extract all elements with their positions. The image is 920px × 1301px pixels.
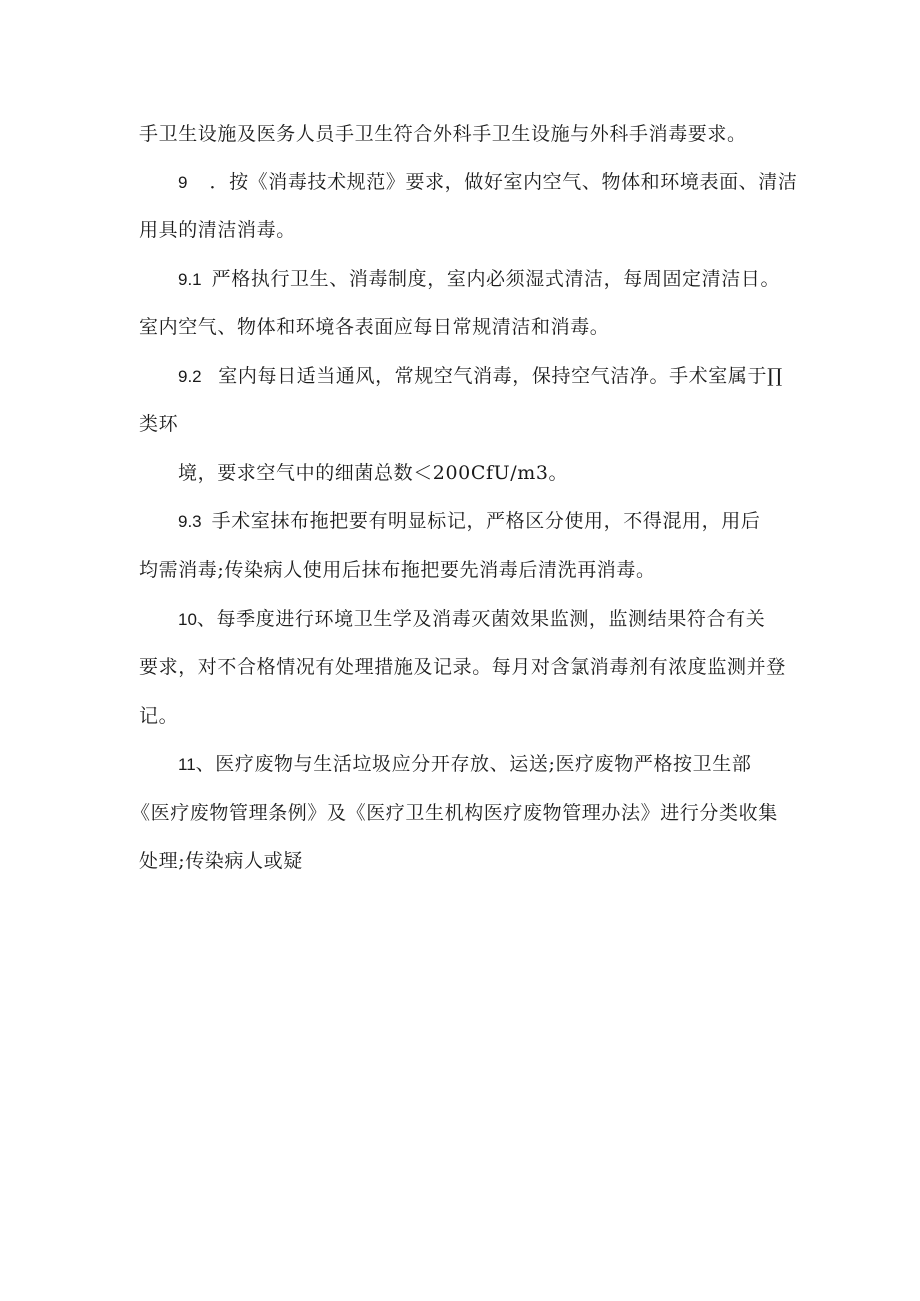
item-text: 、每季度进行环境卫生学及消毒灭菌效果监测，监测结果符合有关 — [196, 608, 766, 630]
item-number: 9.3 — [178, 512, 202, 531]
item-10-continuation: 要求，对不合格情况有处理措施及记录。每月对含氯消毒剂有浓度监测并登 — [139, 656, 786, 678]
item-number: 9.2 — [178, 367, 202, 386]
item-number: 9 — [178, 173, 188, 192]
item-number: 11 — [178, 755, 196, 774]
item-text: 、医疗废物与生活垃圾应分开存放、运送;医疗废物严格按卫生部 — [195, 753, 752, 775]
item-9-line — [178, 170, 797, 195]
item-number: 9.1 — [178, 270, 202, 289]
item-text: 严格执行卫生、消毒制度，室内必须湿式清洁，每周固定清洁日。 — [211, 268, 781, 290]
item-11-continuation: 《医疗废物管理条例》及《医疗卫生机构医疗废物管理办法》进行分类收集 — [131, 802, 778, 824]
item-9-3-line — [178, 509, 760, 534]
paragraph-line: 手卫生设施及医务人员手卫生符合外科手卫生设施与外科手消毒要求。 — [139, 123, 747, 145]
item-text: 室内每日适当通风，常规空气消毒，保持空气洁净。手术室属于∏ — [211, 365, 783, 387]
item-9-2-continuation: 类环 — [139, 413, 179, 435]
item-10-line — [178, 607, 765, 632]
item-9-2-line — [178, 364, 783, 389]
item-9-3-continuation: 均需消毒;传染病人使用后抹布拖把要先消毒后清洗再消毒。 — [139, 559, 656, 581]
item-10-continuation: 记。 — [139, 705, 179, 727]
item-9-1-line — [178, 267, 780, 292]
item-9-2-continuation: 境，要求空气中的细菌总数＜200CfU/m3。 — [178, 462, 569, 484]
item-number: 10 — [178, 610, 197, 629]
item-11-line — [178, 752, 751, 777]
item-11-continuation: 处理;传染病人或疑 — [139, 850, 303, 872]
item-9-continuation: 用具的清洁消毒。 — [139, 219, 296, 241]
item-text: ．按《消毒技术规范》要求，做好室内空气、物体和环境表面、清洁 — [209, 171, 798, 193]
item-9-1-continuation: 室内空气、物体和环境各表面应每日常规清洁和消毒。 — [139, 316, 610, 338]
item-text: 手术室抹布拖把要有明显标记，严格区分使用，不得混用，用后 — [211, 510, 761, 532]
